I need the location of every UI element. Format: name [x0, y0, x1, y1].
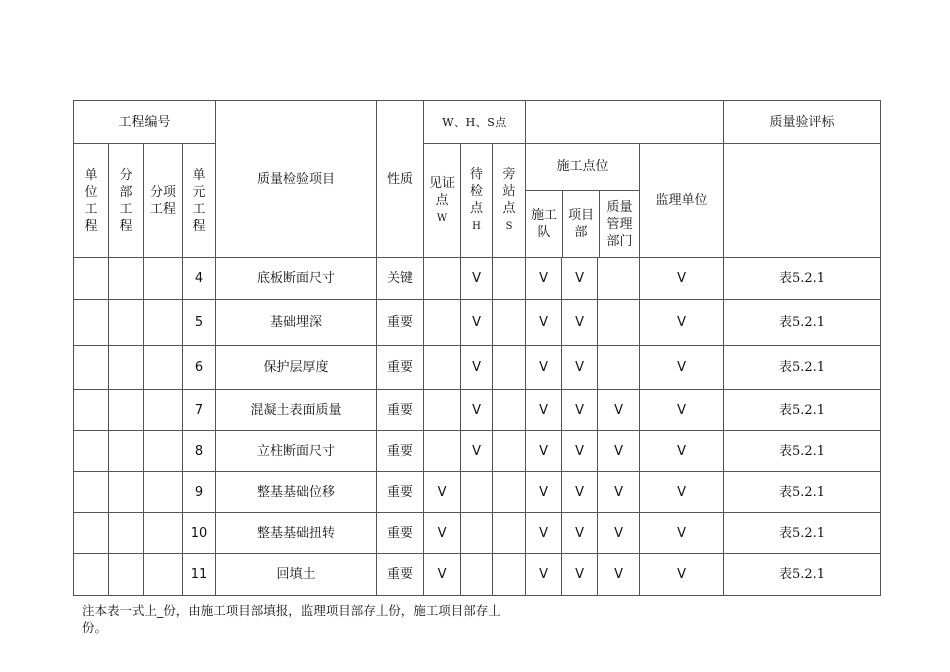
project-dept-cell: V — [562, 258, 598, 300]
inspection-item-cell: 基础埋深 — [216, 300, 377, 346]
eval-table-cell: 表5.2.1 — [724, 431, 881, 472]
side-header: 旁站点 S — [493, 144, 526, 258]
nature-cell: 关键 — [377, 258, 424, 300]
unit-project-cell — [74, 513, 109, 554]
supervision-cell: V — [640, 431, 724, 472]
sub-part-cell — [109, 300, 144, 346]
qm-dept-cell — [598, 258, 640, 300]
team-cell: V — [526, 390, 562, 431]
hold-cell: V — [461, 258, 493, 300]
team-cell: V — [526, 554, 562, 596]
nature-header: 性质 — [377, 101, 424, 258]
inspection-table — [73, 100, 881, 596]
nature-cell: 重要 — [377, 390, 424, 431]
project-dept-cell: V — [562, 513, 598, 554]
footer-note — [82, 602, 552, 636]
sub-part-cell — [109, 258, 144, 300]
hold-cell — [461, 513, 493, 554]
eval-table-cell: 表5.2.1 — [724, 513, 881, 554]
side-cell — [493, 390, 526, 431]
unit-project-header: 单位工程 — [74, 144, 109, 258]
inspection-item-cell: 整基基础扭转 — [216, 513, 377, 554]
construction-subheaders — [526, 191, 639, 257]
unit-project-cell — [74, 390, 109, 431]
team-cell: V — [526, 472, 562, 513]
table-row — [74, 513, 881, 554]
project-dept-cell: V — [562, 472, 598, 513]
qm-dept-cell: V — [598, 513, 640, 554]
witness-cell — [424, 258, 461, 300]
team-cell: V — [526, 300, 562, 346]
unit-no-cell: 4 — [183, 258, 216, 300]
eval-table-cell: 表5.2.1 — [724, 346, 881, 390]
team-cell: V — [526, 513, 562, 554]
sub-item-cell — [144, 554, 183, 596]
side-cell — [493, 554, 526, 596]
hold-cell — [461, 472, 493, 513]
sub-part-cell — [109, 513, 144, 554]
qm-dept-cell — [598, 300, 640, 346]
eval-table-header: 质量验评标 — [724, 101, 881, 144]
whs-point-header: W、H、S点 — [424, 101, 526, 144]
sub-item-cell — [144, 258, 183, 300]
sub-item-cell — [144, 300, 183, 346]
witness-header: 见证点 W — [424, 144, 461, 258]
supervision-cell: V — [640, 258, 724, 300]
qm-dept-cell: V — [598, 390, 640, 431]
witness-cell — [424, 390, 461, 431]
unit-no-cell: 5 — [183, 300, 216, 346]
sub-part-cell — [109, 390, 144, 431]
witness-cell — [424, 431, 461, 472]
project-dept-header: 项目部 — [563, 191, 600, 257]
team-header: 施工队 — [526, 191, 563, 257]
table-row — [74, 258, 881, 300]
side-cell — [493, 513, 526, 554]
sub-item-cell — [144, 472, 183, 513]
table-row — [74, 300, 881, 346]
witness-cell — [424, 300, 461, 346]
hold-cell: V — [461, 300, 493, 346]
side-cell — [493, 431, 526, 472]
nature-cell: 重要 — [377, 346, 424, 390]
unit-no-cell: 11 — [183, 554, 216, 596]
sub-item-cell — [144, 431, 183, 472]
qm-dept-cell — [598, 346, 640, 390]
supervision-cell: V — [640, 300, 724, 346]
sub-part-cell — [109, 472, 144, 513]
side-cell — [493, 300, 526, 346]
hold-cell: V — [461, 346, 493, 390]
sub-item-header: 分项工程 — [144, 144, 183, 258]
eval-blank-cell — [724, 144, 881, 258]
project-dept-cell: V — [562, 431, 598, 472]
unit-project-cell — [74, 258, 109, 300]
inspection-item-cell: 保护层厚度 — [216, 346, 377, 390]
nature-cell: 重要 — [377, 300, 424, 346]
unit-project-cell — [74, 346, 109, 390]
hold-cell: V — [461, 431, 493, 472]
blank-header-cell — [526, 101, 724, 144]
qm-dept-cell: V — [598, 554, 640, 596]
sub-part-cell — [109, 431, 144, 472]
table-row — [74, 346, 881, 390]
team-cell: V — [526, 258, 562, 300]
unit-project-cell — [74, 472, 109, 513]
table-row — [74, 554, 881, 596]
supervision-cell: V — [640, 472, 724, 513]
inspection-item-cell: 回填土 — [216, 554, 377, 596]
eval-table-cell: 表5.2.1 — [724, 300, 881, 346]
side-cell — [493, 258, 526, 300]
side-cell — [493, 472, 526, 513]
nature-cell: 重要 — [377, 472, 424, 513]
qm-dept-cell: V — [598, 431, 640, 472]
unit-no-cell: 8 — [183, 431, 216, 472]
construction-points-header — [526, 144, 640, 258]
project-code-header: 工程编号 — [74, 101, 216, 144]
unit-project-cell — [74, 554, 109, 596]
supervision-cell: V — [640, 390, 724, 431]
hold-cell: V — [461, 390, 493, 431]
sub-item-cell — [144, 346, 183, 390]
unit-no-cell: 9 — [183, 472, 216, 513]
inspection-item-cell: 立柱断面尺寸 — [216, 431, 377, 472]
witness-cell: V — [424, 472, 461, 513]
hold-cell — [461, 554, 493, 596]
unit-project-cell — [74, 300, 109, 346]
inspection-item-cell: 整基基础位移 — [216, 472, 377, 513]
witness-cell: V — [424, 554, 461, 596]
team-cell: V — [526, 346, 562, 390]
header-row-1 — [74, 101, 881, 144]
unit-project-cell — [74, 431, 109, 472]
sub-part-cell — [109, 346, 144, 390]
eval-table-cell: 表5.2.1 — [724, 390, 881, 431]
witness-cell — [424, 346, 461, 390]
sub-item-cell — [144, 513, 183, 554]
hold-header: 待检点 H — [461, 144, 493, 258]
inspection-item-cell: 底板断面尺寸 — [216, 258, 377, 300]
sub-part-cell — [109, 554, 144, 596]
nature-cell: 重要 — [377, 431, 424, 472]
team-cell: V — [526, 431, 562, 472]
project-dept-cell: V — [562, 390, 598, 431]
table-row — [74, 431, 881, 472]
eval-table-cell: 表5.2.1 — [724, 554, 881, 596]
nature-cell: 重要 — [377, 513, 424, 554]
construction-points-label: 施工点位 — [526, 144, 639, 191]
eval-table-cell: 表5.2.1 — [724, 258, 881, 300]
table-row — [74, 472, 881, 513]
project-dept-cell: V — [562, 554, 598, 596]
project-dept-cell: V — [562, 346, 598, 390]
unit-no-cell: 7 — [183, 390, 216, 431]
eval-table-cell: 表5.2.1 — [724, 472, 881, 513]
inspection-item-cell: 混凝土表面质量 — [216, 390, 377, 431]
unit-no-cell: 6 — [183, 346, 216, 390]
note-line-1: 注本表一式上_份，由施工项目部填报，监理项目部存丄份，施工项目部存丄 — [82, 603, 501, 618]
qm-dept-cell: V — [598, 472, 640, 513]
supervision-cell: V — [640, 346, 724, 390]
supervision-header: 监理单位 — [640, 144, 724, 258]
supervision-cell: V — [640, 554, 724, 596]
witness-cell: V — [424, 513, 461, 554]
table-row — [74, 390, 881, 431]
side-cell — [493, 346, 526, 390]
inspection-item-header: 质量检验项目 — [216, 101, 377, 258]
qm-dept-header: 质量管理部门 — [606, 199, 633, 249]
note-line-2: 份。 — [82, 620, 108, 635]
header-row-2 — [74, 144, 881, 258]
project-dept-cell: V — [562, 300, 598, 346]
sub-part-header: 分部工程 — [109, 144, 144, 258]
unit-no-cell: 10 — [183, 513, 216, 554]
nature-cell: 重要 — [377, 554, 424, 596]
supervision-cell: V — [640, 513, 724, 554]
sub-item-cell — [144, 390, 183, 431]
unit-header: 单元工程 — [183, 144, 216, 258]
